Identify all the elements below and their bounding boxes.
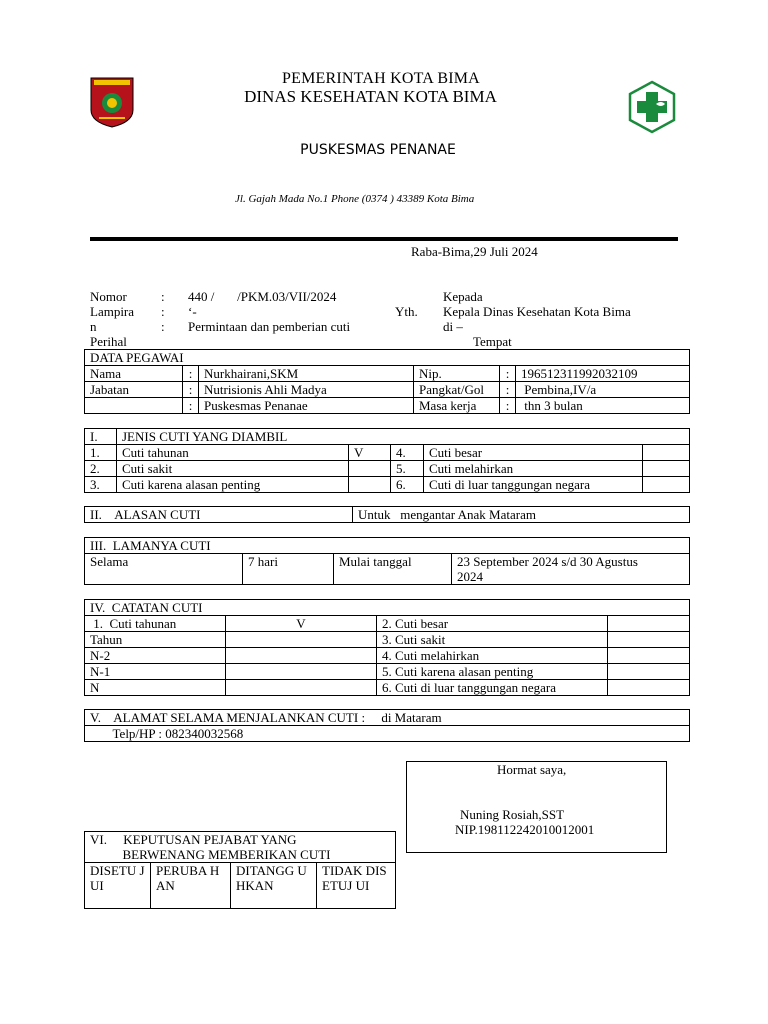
option-perubahan[interactable]: PERUBA HAN <box>151 863 231 909</box>
leave-type-label: Cuti sakit <box>117 461 349 477</box>
catatan-left: N-2 <box>85 648 226 664</box>
perihal-label: Perihal <box>90 334 127 349</box>
yth-label: Yth. <box>395 304 418 319</box>
alamat-label: V. ALAMAT SELAMA MENJALANKAN CUTI : di Mataram <box>85 710 690 726</box>
nama-value: Nurkhairani,SKM <box>199 366 414 382</box>
signature-name: Nuning Rosiah,SST <box>460 807 565 822</box>
unit-label <box>85 398 183 414</box>
option-ditangguhkan[interactable]: DITANGG UHKAN <box>231 863 317 909</box>
colon: : <box>183 398 199 414</box>
keputusan-title <box>85 832 396 863</box>
date-line: Raba-Bima,29 Juli 2024 <box>411 244 538 259</box>
catatan-right: 2. Cuti besar <box>377 616 608 632</box>
leave-type-mark[interactable] <box>643 445 690 461</box>
nama-label: Nama <box>85 366 183 382</box>
date-range-line-2: 2024 <box>457 569 483 584</box>
leave-type-label: Cuti melahirkan <box>424 461 643 477</box>
catatan-value[interactable] <box>226 664 377 680</box>
header-address: Jl. Gajah Mada No.1 Phone (0374 ) 43389 Kota Bima <box>235 193 475 205</box>
catatan-value[interactable] <box>226 680 377 696</box>
kepada-label: Kepada <box>443 289 483 304</box>
item-number: 1. <box>85 445 117 461</box>
jenis-cuti-title: JENIS CUTI YANG DIAMBIL <box>117 429 690 445</box>
jabatan-label: Jabatan <box>85 382 183 398</box>
catatan-right-value[interactable] <box>608 616 690 632</box>
leave-type-mark[interactable]: V <box>349 445 391 461</box>
colon: : <box>183 366 199 382</box>
keputusan-title-line-2: BERWENANG MEMBERIKAN CUTI <box>90 847 331 862</box>
leave-type-mark[interactable] <box>643 477 690 493</box>
pangkat-value: Pembina,IV/a <box>516 382 690 398</box>
selama-value[interactable]: 7 hari <box>243 554 334 585</box>
leave-type-label: Cuti besar <box>424 445 643 461</box>
lamanya-cuti-table <box>84 537 690 585</box>
nomor-value: 440 / /PKM.03/VII/2024 <box>188 289 337 304</box>
header-separator <box>90 237 678 241</box>
nomor-colon: : <box>161 289 165 304</box>
item-number: 2. <box>85 461 117 477</box>
header-line-3: PUSKESMAS PENANAE <box>300 142 456 158</box>
colon: : <box>500 382 516 398</box>
keputusan-table <box>84 831 396 909</box>
alamat-telp: Telp/HP : 082340032568 <box>85 726 690 742</box>
catatan-right-value[interactable] <box>608 664 690 680</box>
colon: : <box>500 398 516 414</box>
catatan-value[interactable] <box>226 632 377 648</box>
di-label: di – <box>443 319 463 334</box>
lampiran-colon: : <box>161 304 165 319</box>
catatan-value[interactable] <box>226 648 377 664</box>
catatan-right: 4. Cuti melahirkan <box>377 648 608 664</box>
lampiran-label: Lampira <box>90 304 135 319</box>
item-number: 3. <box>85 477 117 493</box>
catatan-right-value[interactable] <box>608 632 690 648</box>
lampiran-label-cont: n <box>90 319 97 334</box>
jabatan-value: Nutrisionis Ahli Madya <box>199 382 414 398</box>
leave-type-label: Cuti di luar tanggungan negara <box>424 477 643 493</box>
signature-nip: NIP.198112242010012001 <box>455 822 595 837</box>
catatan-mark[interactable]: V <box>226 616 377 632</box>
nomor-label: Nomor <box>90 289 127 304</box>
nip-value: 196512311992032109 <box>516 366 690 382</box>
alasan-cuti-table <box>84 506 690 523</box>
header-line-1: PEMERINTAH KOTA BIMA <box>282 70 480 87</box>
keputusan-title-line-1: VI. KEPUTUSAN PEJABAT YANG <box>90 832 297 847</box>
leave-type-label: Cuti tahunan <box>117 445 349 461</box>
item-number: 6. <box>391 477 424 493</box>
nip-label: Nip. <box>414 366 500 382</box>
item-number: 4. <box>391 445 424 461</box>
leave-type-label: Cuti karena alasan penting <box>117 477 349 493</box>
mulai-tanggal-label: Mulai tanggal <box>334 554 452 585</box>
section-number: I. <box>85 429 117 445</box>
catatan-right: 3. Cuti sakit <box>377 632 608 648</box>
leave-type-mark[interactable] <box>349 477 391 493</box>
pangkat-label: Pangkat/Gol <box>414 382 500 398</box>
signature-box <box>406 761 667 853</box>
date-range-line-1: 23 September 2024 s/d 30 Agustus <box>457 554 638 569</box>
catatan-left: 1. Cuti tahunan <box>85 616 226 632</box>
colon: : <box>500 366 516 382</box>
catatan-right-value[interactable] <box>608 648 690 664</box>
data-pegawai-table <box>84 349 690 414</box>
tempat-label: Tempat <box>473 334 512 349</box>
catatan-cuti-title: IV. CATATAN CUTI <box>85 600 690 616</box>
colon: : <box>183 382 199 398</box>
catatan-left: N <box>85 680 226 696</box>
alasan-cuti-label: II. ALASAN CUTI <box>85 507 353 523</box>
item-number: 5. <box>391 461 424 477</box>
leave-type-mark[interactable] <box>643 461 690 477</box>
option-disetujui[interactable]: DISETU JUI <box>85 863 151 909</box>
catatan-left: N-1 <box>85 664 226 680</box>
catatan-right-value[interactable] <box>608 680 690 696</box>
masa-kerja-value: thn 3 bulan <box>516 398 690 414</box>
header-line-2: DINAS KESEHATAN KOTA BIMA <box>244 87 497 106</box>
lampiran-value: ‘- <box>188 304 197 319</box>
perihal-colon: : <box>161 319 165 334</box>
lamanya-cuti-title: III. LAMANYA CUTI <box>85 538 690 554</box>
catatan-right: 6. Cuti di luar tanggungan negara <box>377 680 608 696</box>
signature-greeting: Hormat saya, <box>497 762 567 777</box>
selama-label: Selama <box>85 554 243 585</box>
catatan-left: Tahun <box>85 632 226 648</box>
date-range[interactable] <box>452 554 690 585</box>
perihal-value: Permintaan dan pemberian cuti <box>188 319 351 334</box>
catatan-right: 5. Cuti karena alasan penting <box>377 664 608 680</box>
masa-kerja-label: Masa kerja <box>414 398 500 414</box>
jenis-cuti-table <box>84 428 690 493</box>
recipient: Kepala Dinas Kesehatan Kota Bima <box>443 304 631 319</box>
catatan-cuti-table <box>84 599 690 696</box>
unit-value: Puskesmas Penanae <box>199 398 414 414</box>
leave-type-mark[interactable] <box>349 461 391 477</box>
alasan-cuti-value[interactable]: Untuk mengantar Anak Mataram <box>353 507 690 523</box>
alamat-table <box>84 709 690 742</box>
option-tidak-disetujui[interactable]: TIDAK DISETUJ UI <box>317 863 396 909</box>
data-pegawai-title: DATA PEGAWAI <box>85 350 690 366</box>
